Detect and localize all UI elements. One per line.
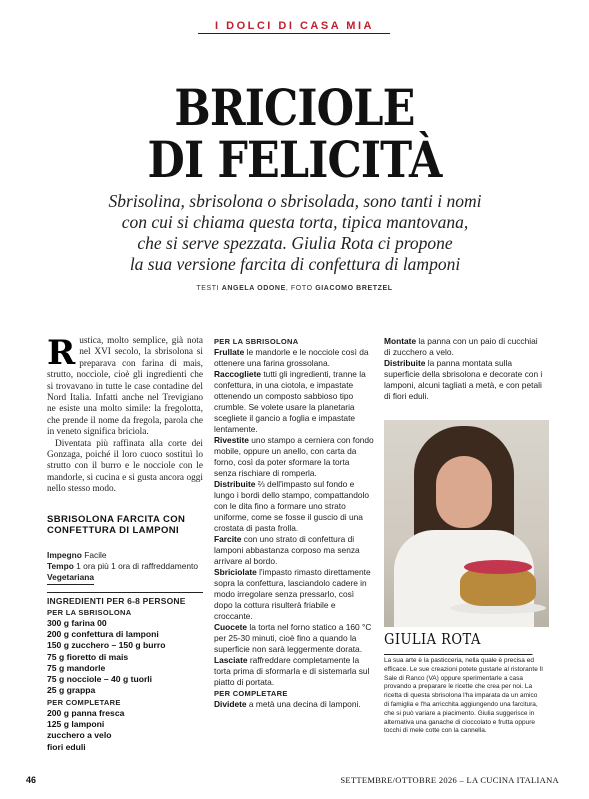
step-text: tutti gli ingredienti, tranne la confettura, in una ciotola, e impastate ottenendo un composto sabbioso tipo crumble. Se volete usare la planetaria scegliete il gancio a foglia e impastate lentamente. — [214, 369, 366, 434]
vegetarian-badge: Vegetariana — [47, 572, 94, 585]
intro-paragraph-1 — [47, 333, 203, 439]
step-verb: Sbriciolate — [214, 567, 257, 577]
step-text: la panna con un paio di cucchiai di zucchero a velo. — [384, 336, 538, 357]
ingredients-list-sbrisolona — [47, 618, 203, 697]
title-line-2: DI FELICITÀ — [147, 130, 442, 189]
step-verb: Montate — [384, 336, 417, 346]
method-step — [214, 369, 374, 435]
intro-text — [47, 333, 203, 496]
ingredient-item: 300 g farina 00 — [47, 617, 107, 628]
kicker-rule — [198, 33, 390, 34]
step-text: la torta nel forno statico a 160 °C per 25-30 minuti, cioè fino a quando la superficie non sarà leggermente dorata. — [214, 622, 372, 654]
magazine-footer: SETTEMBRE/OTTOBRE 2026 – LA CUCINA ITALIANA — [340, 775, 559, 785]
chef-name: GIULIA ROTA — [384, 632, 533, 655]
ingredient-item: 150 g zucchero – 150 g burro — [47, 640, 166, 651]
method-steps-sbrisolona — [214, 347, 374, 688]
subtitle-line-3: che si serve spezzata. Giulia Rota ci propone — [137, 233, 453, 253]
photo-raspberry-topping-shape — [464, 560, 532, 574]
ingredient-item: 125 g lamponi — [47, 719, 105, 730]
column-method — [214, 336, 374, 710]
credits-photographer: GIACOMO BRETZEL — [315, 285, 393, 292]
method-step — [214, 655, 374, 688]
ingredients-list-completare — [47, 708, 203, 753]
step-verb: Frullate — [214, 347, 245, 357]
method-step — [214, 479, 374, 534]
step-verb: Dividete — [214, 699, 247, 709]
kicker-text: I DOLCI DI CASA MIA — [215, 20, 374, 32]
step-text: le mandorle e le nocciole così da ottenere una farina grossolana. — [214, 347, 369, 368]
tempo-value: 1 ora più 1 ora di raffreddamento — [76, 560, 198, 571]
impegno-label: Impegno — [47, 549, 82, 560]
ingredient-item: 75 g nocciole – 40 g tuorli — [47, 674, 153, 685]
step-text: la panna montata sulla superficie della sbrisolona e decorate con i lamponi, alcuni tagliati a metà, e con petali di fiori eduli. — [384, 358, 543, 401]
step-verb: Cuocete — [214, 622, 248, 632]
photo-face-shape — [436, 456, 492, 528]
method-step — [214, 347, 374, 369]
step-verb: Raccogliete — [214, 369, 262, 379]
intro-p1-text: ustica, molto semplice, già nota nel XVI secolo, la sbrisolona si preparava con farina di mais, strutto, nocciole, cioè gli ingredienti che si trovavano in tutte le case contadine del Nord Italia. Infatti anche nel Trevigiano ne esiste una molto simile: la fregolotta, che prende il nome da fregola, parola che in veneto significa briciola. — [47, 336, 203, 438]
subtitle-line-4: la sua versione farcita di confettura di lamponi — [129, 254, 461, 274]
credits-photo-label: , FOTO — [285, 285, 313, 292]
step-text: ⅔ dell'impasto sul fondo e lungo i bordi dello stampo, compattandolo con le dita fino a formare uno strato uniforme, come se fosse il guscio di una crostata di pasta frolla. — [214, 479, 370, 533]
column-method-continued — [384, 336, 544, 402]
method-step — [214, 435, 374, 479]
ingredient-item: 75 g fioretto di mais — [47, 651, 129, 662]
column-intro — [47, 333, 203, 753]
page-number: 46 — [26, 775, 37, 785]
method-heading-sbrisolona: PER LA SBRISOLONA — [214, 337, 299, 346]
credits-texts-label: TESTI — [196, 285, 220, 292]
dropcap: R — [47, 333, 76, 373]
subtitle-line-2: con cui si chiama questa torta, tipica mantovana, — [121, 212, 469, 232]
step-verb: Farcite — [214, 534, 242, 544]
tempo-row — [47, 561, 203, 572]
method-step — [214, 699, 374, 710]
ingredient-item: 25 g grappa — [47, 685, 96, 696]
ingredient-item: 200 g confettura di lamponi — [47, 628, 159, 639]
method-step — [384, 358, 544, 402]
section-kicker — [0, 16, 589, 34]
step-verb: Distribuite — [214, 479, 256, 489]
ingredients-heading: INGREDIENTI PER 6-8 PERSONE — [47, 592, 203, 607]
method-step — [214, 534, 374, 567]
step-text: raffreddare completamente la torta prima di sformarla e di sistemarla sul piatto di portata. — [214, 655, 370, 687]
title-line-1: BRICIOLE — [174, 78, 415, 137]
ingredient-item: fiori eduli — [47, 741, 86, 752]
impegno-value: Facile — [84, 549, 107, 560]
ingredient-item: 75 g mandorle — [47, 662, 106, 673]
recipe-title: SBRISOLONA FARCITA CON CONFETTURA DI LAMPONI — [47, 513, 186, 536]
subtitle-line-1: Sbrisolina, sbrisolona o sbrisolada, sono tanti i nomi — [108, 191, 482, 211]
credits-author: ANGELA ODONE — [221, 285, 286, 292]
step-text: a metà una decina di lamponi. — [246, 699, 361, 709]
method-heading-completare: PER COMPLETARE — [214, 689, 288, 698]
step-text: uno stampo a cerniera con fondo mobile, oppure un anello, con carta da forno, così da poter sformare la torta senza rischiare di romperla. — [214, 435, 374, 478]
method-step — [384, 336, 544, 358]
step-text: con uno strato di confettura di lamponi abbastanza corposo ma senza arrivare al bordo. — [214, 534, 360, 566]
intro-paragraph-2: Diventata più raffinata alla corte dei Gonzaga, poiché il loro cuoco sostituì lo strutto con il burro e le nocciole con le mandorle, si cucina e si gusta ancora oggi nello stesso modo. — [47, 438, 203, 495]
credits — [0, 285, 589, 292]
step-verb: Distribuite — [384, 358, 426, 368]
method-step — [214, 622, 374, 655]
method-steps-completare-end — [384, 336, 544, 402]
page-title — [41, 78, 548, 189]
method-steps-completare-start — [214, 699, 374, 710]
step-text: l'impasto rimasto direttamente sopra la confettura, lasciandolo cadere in modo irregolare senza pressarlo, così dopo la cottura risulterà friabile e croccante. — [214, 567, 371, 621]
tempo-label: Tempo — [47, 560, 74, 571]
method-step — [214, 567, 374, 622]
recipe-meta — [47, 550, 203, 585]
ingredients-sub-heading-completare: PER COMPLETARE — [47, 697, 121, 707]
ingredient-item: zucchero a velo — [47, 730, 112, 741]
ingredients-sub-heading-sbrisolona: PER LA SBRISOLONA — [47, 607, 132, 617]
step-verb: Rivestite — [214, 435, 249, 445]
chef-photo — [384, 420, 549, 627]
step-verb: Lasciate — [214, 655, 248, 665]
impegno-row — [47, 550, 203, 561]
chef-bio: La sua arte è la pasticceria, nella quale è precisa ed efficace. Le sue creazioni potete gustarle al ristorante Il Sale di Ranco (VA) oppure sperimentarle a casa provando a preparare le ricette che crea per noi. La ricetta di questa sbrisolona l'ha imparata da un amico di famiglia e l'ha arricchita aggiungendo una farcitura, che si può variare a piacimento. Giulia suggerisce in alternativa una ganache di cioccolato e frutta oppure tocchi di mele cotte con la cannella. — [384, 657, 543, 735]
subtitle — [30, 191, 560, 275]
ingredient-item: 200 g panna fresca — [47, 707, 125, 718]
